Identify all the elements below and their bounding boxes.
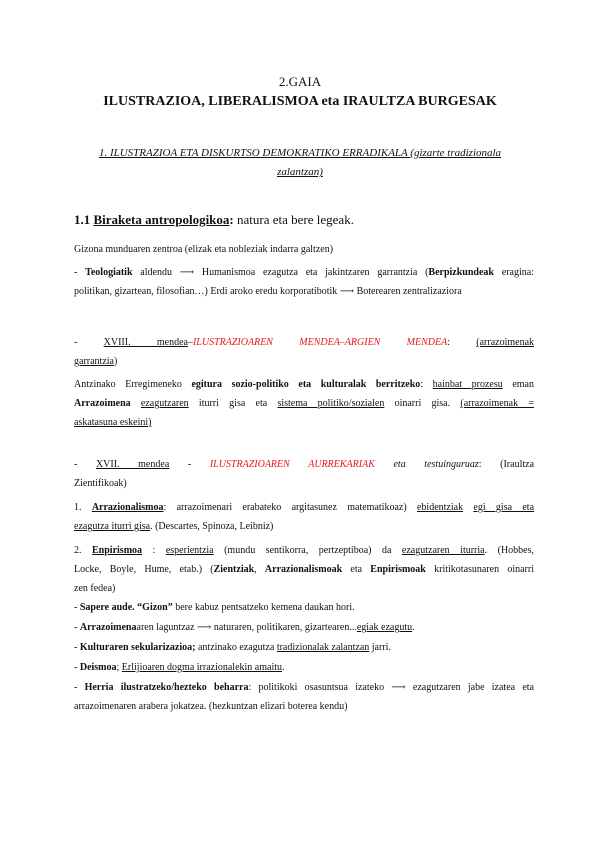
block-xviii-mendea — [74, 333, 534, 371]
space — [131, 398, 141, 409]
herria-line1 — [74, 678, 534, 697]
period: . — [282, 662, 285, 673]
item-deismoa — [74, 658, 534, 677]
arrazionalismoa-line2 — [74, 517, 534, 536]
enpirismoa-text6: kritikotasunaren oinarri — [425, 564, 535, 575]
xviii-red-title: ILUSTRAZIOAREN MENDEA–ARGIEN MENDEA — [192, 337, 448, 348]
subsection-subtitle: natura eta bere legeak. — [233, 212, 354, 227]
ezagutza-iturri: ezagutza iturri gisa — [74, 521, 151, 532]
arrazoimena-bold: Arrazoimena — [74, 398, 131, 409]
colon: : — [142, 545, 166, 556]
enpirismoa-authors2: Locke, Boyle, Hume, etab.) ( — [74, 564, 214, 575]
dash: - — [74, 337, 78, 348]
antzinako-line1 — [74, 375, 534, 394]
egiak-ezagutu: egiak ezagutu — [356, 622, 413, 633]
herria-text: : politikoki osasuntsua izateko ⟶ ezagutzaren jabe izatea eta — [248, 682, 534, 693]
tradizionalak-zalantzan: tradizionalak zalantzan — [276, 642, 370, 653]
subsection-number: 1.1 — [74, 212, 91, 227]
dash: - — [74, 662, 80, 673]
egi-gisa: egi gisa eta — [473, 502, 535, 513]
dash: – — [187, 337, 193, 348]
arrazionalismoa-authors: . (Descartes, Spinoza, Leibniz) — [150, 521, 274, 532]
arrazionalismoak-bold: Arrazionalismoak — [264, 564, 343, 575]
item-sekularizazioa — [74, 638, 534, 657]
herria-line2: arrazoimenaren arabera jokatzea. (hezkuntzan elizari boterea kendu) — [74, 701, 348, 712]
xvii-italic: eta testuinguruaz — [374, 459, 479, 470]
teologiatik-text2: eragina: — [494, 267, 534, 278]
arrazoimena-text: aren laguntzaz ⟶ naturaren, politikaren, gizartearen... — [136, 622, 357, 633]
arrazionalismoa-line1 — [74, 498, 534, 517]
subsection-1-1-heading — [74, 212, 534, 228]
xvii-red-title: ILUSTRAZIOAREN AURREKARIAK — [209, 459, 375, 470]
xviii-line2 — [74, 352, 534, 371]
zientziak-bold: Zientziak — [213, 564, 255, 575]
esperientzia: esperientzia — [165, 545, 214, 556]
xvii-end: : (Iraultza — [478, 459, 535, 470]
item-arrazoimena — [74, 618, 534, 637]
teologiatik-bold: Teologiatik — [85, 267, 133, 278]
enpirismoak-bold: Enpirismoak — [370, 564, 426, 575]
section-1-heading — [68, 144, 532, 182]
space — [463, 502, 473, 513]
enpirismoa-line1 — [74, 541, 534, 560]
enpirismoa-text: (mundu sentikorra, pertzeptiboa) da — [213, 545, 402, 556]
dash: - — [74, 642, 80, 653]
item-number: 1. — [74, 502, 92, 513]
separator: - — [169, 459, 210, 470]
section-1-heading-line2: zalantzan) — [277, 166, 323, 178]
subsection-title: Biraketa antropologikoa — [93, 212, 230, 227]
dash: - — [74, 682, 85, 693]
paragraph-gizona: Gizona munduaren zentroa (elizak eta nobleziak indarra galtzen) — [74, 244, 334, 255]
xviii-century: XVIII. mendea — [103, 337, 188, 348]
block-xvii-mendea — [74, 455, 534, 493]
arrazoimena-bold: Arrazoimena — [79, 622, 137, 633]
arrazionalismoa-text: : arrazoimenari erabateko argitasunez matematikoaz) — [163, 502, 417, 513]
enpirismoa-line2 — [74, 560, 534, 579]
antzinako-bold: egitura sozio-politiko eta kulturalak berritzeko — [191, 379, 421, 390]
ezagutzaren: ezagutzaren — [140, 398, 189, 409]
dash: - — [74, 602, 80, 613]
xviii-line1 — [74, 333, 534, 352]
paragraph-antzinako — [74, 375, 534, 432]
enpirismoa-line3: zen fedea) — [74, 583, 116, 594]
arrazionalismoa-bold: Arrazionalismoa — [91, 502, 164, 513]
eta: eta — [342, 564, 371, 575]
item-enpirismoa — [74, 541, 534, 598]
paragraph-teologiatik — [74, 263, 534, 301]
item-arrazionalismoa — [74, 498, 534, 536]
dash: - — [74, 622, 80, 633]
deismoa-bold: Deismoa — [79, 662, 117, 673]
section-1-heading-line1: 1. ILUSTRAZIOA ETA DISKURTSO DEMOKRATIKO ERRADIKALA (gizarte tradizionala — [98, 147, 502, 159]
berpizkundeak-bold: Berpizkundeak — [428, 267, 494, 278]
antzinako-text5: iturri gisa eta — [188, 398, 278, 409]
xvii-line1 — [74, 455, 534, 474]
colon: : — [420, 379, 433, 390]
teologiatik-text: aldendu ⟶ Humanismoa ezagutza eta jakintzaren garrantzia ( — [132, 267, 429, 278]
item-number: 2. — [74, 545, 93, 556]
item-sapere-aude — [74, 598, 534, 617]
chapter-label: 2.GAIA — [278, 74, 322, 89]
antzinako-text3: eman — [502, 379, 534, 390]
colon: : — [447, 337, 450, 348]
semicolon: ; — [116, 662, 122, 673]
dash: - — [74, 267, 86, 278]
erlijioaren-dogma: Erlijioaren dogma irrazionalekin amaitu — [121, 662, 283, 673]
sistema-politiko: sistema politiko/sozialen — [277, 398, 385, 409]
dash: - — [74, 459, 78, 470]
xviii-paren: (arrazoimenak — [476, 337, 535, 348]
enpirismoa-authors: . (Hobbes, — [484, 545, 535, 556]
sekularizazioa-bold: Kulturaren sekularizazioa; — [79, 642, 196, 653]
page-title: ILUSTRAZIOA, LIBERALISMOA eta IRAULTZA BURGESAK — [103, 94, 497, 109]
sapere-bold: Sapere aude. “Gizon” — [79, 602, 173, 613]
arrazoimenak-askatasuna: (arrazoimenak = — [460, 398, 535, 409]
antzinako-text6: oinarri gisa. — [384, 398, 461, 409]
period: . — [412, 622, 415, 633]
sapere-text: bere kabuz pentsatzeko kemena daukan hori. — [172, 602, 355, 613]
jarri: jarri. — [369, 642, 391, 653]
paren-close: ) — [113, 356, 118, 367]
ezagutzaren-iturria: ezagutzaren iturria — [401, 545, 485, 556]
ebidentziak: ebidentziak — [416, 502, 464, 513]
item-herria-ilustratzeko — [74, 678, 534, 716]
hainbat-prozesu: hainbat prozesu — [432, 379, 503, 390]
xvii-century: XVII. mendea — [95, 459, 170, 470]
comma: , — [254, 564, 265, 575]
subsection-colon: : — [229, 212, 234, 227]
teologiatik-line2: politikan, gizartean, filosofian…) Erdi aroko eredu korporatibotik ⟶ Boterearen zentralizaziora — [74, 286, 462, 297]
xviii-garrantzia: garrantzia — [74, 356, 114, 367]
teologiatik-line1 — [74, 263, 534, 282]
enpirismoa-bold: Enpirismoa — [92, 545, 143, 556]
antzinako-line2 — [74, 394, 534, 413]
antzinako-line3: askatasuna eskeini) — [74, 417, 152, 428]
xvii-line2: Zientifikoak) — [74, 478, 127, 489]
herria-bold: Herria ilustratzeko/hezteko beharra — [84, 682, 249, 693]
antzinako-text: Antzinako Erregimeneko — [74, 379, 192, 390]
sekularizazioa-text: antzinako ezagutza — [195, 642, 277, 653]
